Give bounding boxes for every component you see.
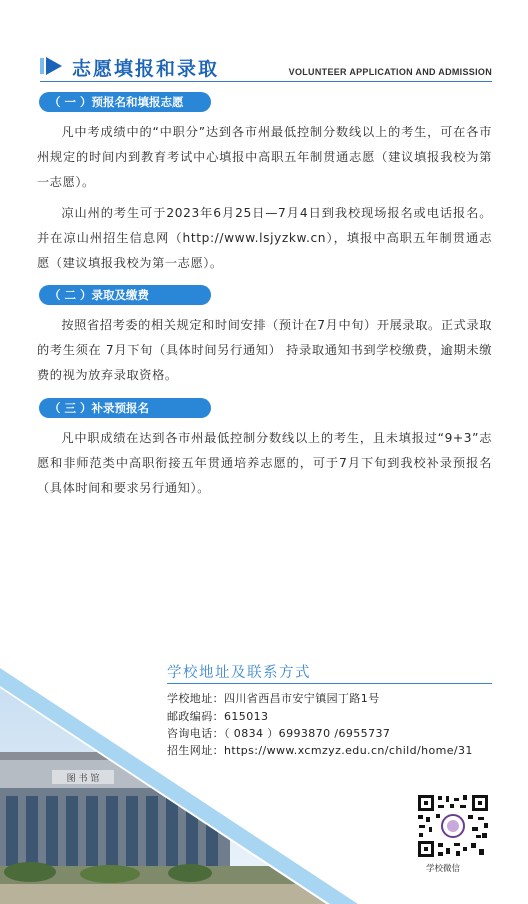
contact-website[interactable]: 招生网址：https://www.xcmzyz.edu.cn/child/home/31 bbox=[167, 744, 473, 757]
contact-phone: 咨询电话：（ 0834 ）6993870 /6955737 bbox=[167, 727, 391, 740]
section-paragraph: 凡中考成绩中的“中职分”达到各市州最低控制分数线以上的考生，可在各市州规定的时间内到教育考试中心填报中高职五年制贯通志愿（建议填报我校为第一志愿）。 bbox=[37, 125, 492, 189]
arrow-play-icon bbox=[40, 56, 64, 76]
section-heading-admission-fees: （ 二 ）录取及缴费 bbox=[39, 285, 211, 305]
section-paragraph: 凡中职成绩在达到各市州最低控制分数线以上的考生，且未填报过“9+3”志愿和非师范类中高职衔接五年贯通培养志愿的，可于7月下旬到我校补录预报名（具体时间和要求另行通知）。 bbox=[37, 431, 492, 495]
qr-code-icon bbox=[416, 793, 490, 859]
section-paragraph: 凉山州的考生可于2023年6月25日—7月4日到我校现场报名或电话报名。并在凉山州招生信息网（http://www.lsjyzkw.cn），填报中高职五年制贯通志愿（建议填报我校为第一志愿）。 bbox=[37, 206, 492, 270]
page-title: 志愿填报和录取 bbox=[72, 58, 220, 80]
page-subtitle-en: VOLUNTEER APPLICATION AND ADMISSION bbox=[288, 67, 492, 77]
qr-label: 学校微信 bbox=[426, 864, 461, 874]
contact-postcode: 邮政编码：615013 bbox=[167, 710, 269, 723]
section-heading-supplementary: （ 三 ）补录预报名 bbox=[39, 398, 211, 418]
header-divider bbox=[40, 81, 492, 82]
contact-title: 学校地址及联系方式 bbox=[167, 665, 311, 681]
contact-divider bbox=[167, 683, 492, 684]
section-paragraph: 按照省招考委的相关规定和时间安排（预计在7月中旬）开展录取。正式录取的考生须在 7月下旬（具体时间另行通知） 持录取通知书到学校缴费，逾期未缴费的视为放弃录取资格。 bbox=[37, 318, 492, 382]
contact-address: 学校地址：四川省西昌市安宁镇园丁路1号 bbox=[167, 692, 380, 705]
section-header bbox=[40, 52, 492, 82]
section-heading-pre-registration: （ 一 ）预报名和填报志愿 bbox=[39, 92, 211, 112]
building-sign: 图 书 馆 bbox=[66, 774, 100, 784]
